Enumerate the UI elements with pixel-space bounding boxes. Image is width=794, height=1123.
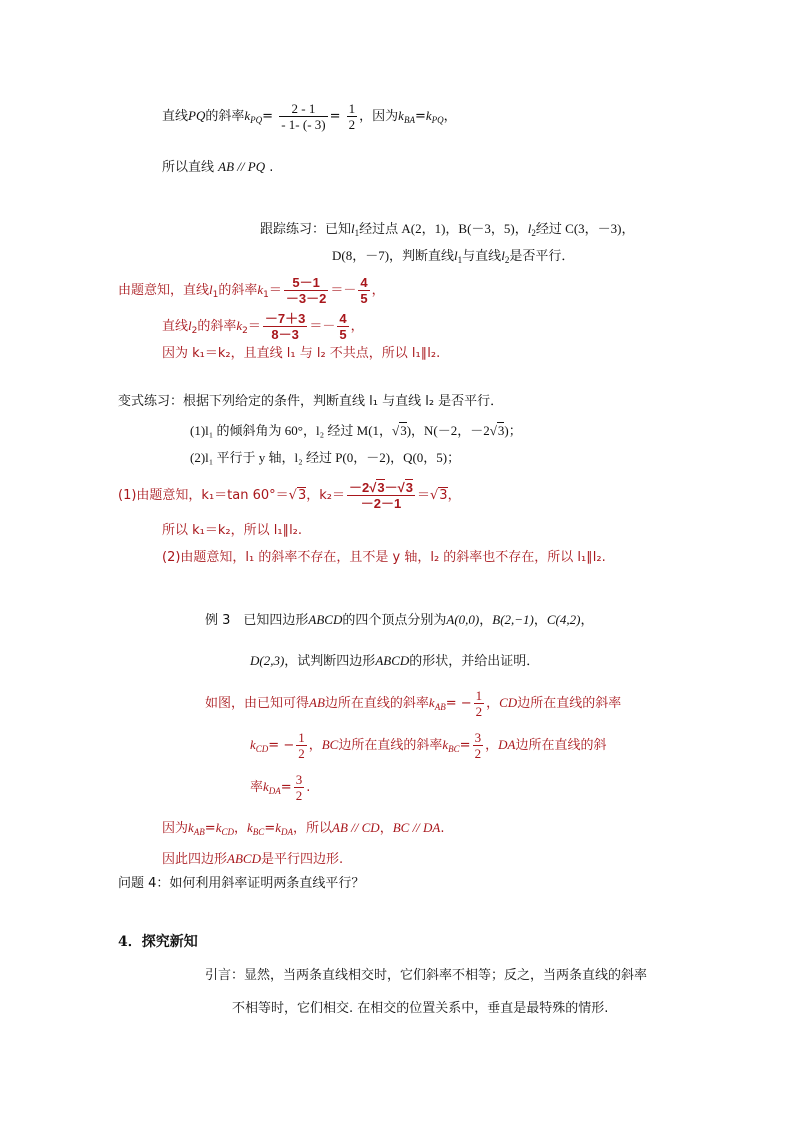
text: 边所在直线的斜 — [515, 738, 607, 753]
text: . — [269, 160, 274, 175]
tracking-exercise-line-2 — [332, 247, 574, 269]
intro-line-1: 引言：显然，当两条直线相交时，它们斜率不相等；反之，当两条直线的斜率 — [205, 968, 648, 983]
math-point: B(2,−1) — [492, 612, 534, 627]
text: = — [459, 738, 471, 753]
example-3-line-2 — [250, 652, 539, 671]
section-4-heading: 4．探究新知 — [118, 934, 198, 950]
example-3-line-1 — [205, 611, 594, 630]
text: 由题意知，直线 — [118, 283, 210, 298]
text: ， — [486, 696, 500, 711]
math-abcd: ABCD — [227, 851, 261, 866]
math-sub: PQ — [431, 115, 444, 125]
math-sub: 2 — [531, 228, 536, 238]
fraction — [296, 730, 307, 761]
denominator: 8－3 — [271, 327, 299, 342]
text: ，试判断四边形 — [284, 654, 376, 669]
numerator: 1 — [348, 101, 356, 116]
text: 经过 C(3，－3)， — [535, 221, 635, 236]
example-3-solution-1 — [205, 684, 621, 722]
math-sub: AB — [193, 827, 205, 837]
denominator: - 1- (- 3) — [281, 117, 326, 132]
text: = — [264, 821, 276, 836]
text: －2 — [348, 480, 370, 495]
text: ＝ — [416, 488, 430, 503]
variant-solution-2: 所以 k₁＝k₂，所以 l₁∥l₂. — [162, 523, 303, 538]
text: 与直线 — [462, 248, 502, 263]
math-l: l — [351, 221, 355, 236]
text: 是否平行． — [509, 248, 575, 263]
example-3-solution-2 — [250, 726, 606, 764]
text: = — [414, 109, 426, 124]
math-abcd: ABCD — [375, 653, 410, 668]
math-sub: DA — [281, 827, 293, 837]
sqrt-radicand: 3 — [497, 423, 505, 438]
denominator: 2 — [298, 746, 305, 761]
text: 率 — [250, 780, 264, 795]
solution-line-3: 因为 k₁＝k₂，且直线 l₁ 与 l₂ 不共点，所以 l₁∥l₂. — [162, 346, 441, 361]
numerator: 2 - 1 — [279, 101, 327, 117]
text: = — [204, 821, 216, 836]
numerator: －2√3－√3 — [348, 480, 413, 495]
denominator: －2－1 — [360, 496, 402, 511]
text: )，N(－2，－2 — [406, 423, 490, 438]
math-seg: CD — [499, 695, 518, 710]
math-point: C(4,2) — [546, 612, 581, 627]
numerator: 5－1 — [284, 275, 328, 291]
text: 的斜率 — [218, 283, 258, 298]
math-point: A(0,0) — [446, 612, 480, 627]
math-l: l — [454, 248, 458, 263]
math-sub: 2 — [504, 255, 510, 265]
text: = — [280, 780, 292, 795]
math-k: k — [263, 779, 269, 794]
math-k: k — [236, 318, 243, 333]
math-k: k — [188, 820, 194, 835]
text: 经过点 A(2，1)，B(－3，5)， — [359, 221, 528, 236]
text: = — [329, 109, 341, 124]
math-k: k — [247, 820, 253, 835]
math-l: l — [188, 318, 192, 333]
numerator: 1 — [298, 730, 305, 745]
sqrt-radicand: 3 — [405, 480, 413, 495]
example-3-solution-5 — [162, 850, 343, 869]
text: 的形状，并给出证明． — [409, 654, 540, 669]
example-3-solution-4 — [162, 819, 445, 841]
text: ， — [379, 821, 393, 836]
denominator: 2 — [474, 746, 482, 761]
fraction — [347, 480, 415, 511]
math-sub: 1 — [212, 290, 219, 300]
math-k: k — [244, 108, 251, 123]
text: ， — [485, 738, 499, 753]
example-3-solution-3 — [250, 768, 310, 806]
text: ，所以 — [293, 821, 333, 836]
text: = — [262, 109, 274, 124]
text: 直线 — [162, 109, 189, 124]
so-parallel-line — [162, 158, 273, 177]
math-k: k — [425, 108, 432, 123]
denominator: －3－2 — [285, 291, 327, 306]
text: 边所在直线的斜率 — [517, 696, 622, 711]
math-seg: DA — [498, 737, 516, 752]
math-sub: BA — [403, 115, 415, 125]
math-sub: 1 — [263, 290, 269, 300]
text: ＝－ — [330, 283, 357, 298]
denominator: 2 — [348, 117, 356, 132]
variant-item-1: (1)l₁ 的倾斜角为 60°，l₂ 经过 M(1，√3)，N(－2，－2√3)； — [190, 423, 522, 438]
numerator: 4 — [339, 311, 347, 326]
text: ， — [371, 283, 385, 298]
math-point: D(2,3) — [250, 653, 285, 668]
text: = − — [445, 696, 472, 711]
variant-solution-1: (1)由题意知，k₁＝tan 60°＝√3，k₂＝ $\frac{-2√3-√3}{-2-1}$ ＝√3， — [118, 480, 461, 511]
fraction — [358, 275, 369, 306]
numerator: 3 — [474, 730, 482, 745]
text: ， — [479, 613, 493, 628]
math-sub: BC — [252, 827, 265, 837]
denominator: 2 — [295, 788, 303, 803]
denominator: 5 — [339, 327, 347, 342]
fraction — [474, 688, 485, 719]
math-seg: BC — [321, 737, 339, 752]
sqrt-radicand: 3 — [439, 488, 448, 503]
math-sub: 2 — [191, 326, 198, 336]
math-k: k — [398, 108, 404, 123]
text: 因此四边形 — [162, 852, 228, 867]
sqrt-radicand: 3 — [400, 423, 407, 438]
math-parallel: AB // PQ — [218, 159, 266, 174]
numerator: －7＋3 — [264, 311, 306, 326]
text: ， — [447, 488, 461, 503]
variant-item-2: (2)l₁ 平行于 y 轴，l₂ 经过 P(0，－2)，Q(0，5)； — [190, 450, 461, 465]
text: ＝－ — [309, 319, 336, 334]
text: ， — [580, 613, 594, 628]
math-seg: AB — [309, 695, 325, 710]
text: 边所在直线的斜率 — [338, 738, 443, 753]
numerator: 4 — [360, 275, 368, 290]
solution-line-2 — [162, 308, 364, 344]
text: )； — [504, 423, 522, 438]
text: 直线 — [162, 319, 189, 334]
math-sub: BC — [448, 744, 460, 754]
fraction — [347, 101, 358, 132]
text: 的斜率 — [205, 109, 245, 124]
math-l: l — [501, 248, 505, 263]
math-sub: AB — [434, 702, 446, 712]
math-k: k — [275, 820, 281, 835]
sqrt-radicand: 3 — [297, 488, 307, 503]
text: ＝ — [247, 319, 261, 334]
text: ， — [308, 738, 322, 753]
math-sub: 2 — [242, 326, 248, 336]
math-k: k — [215, 820, 222, 835]
text: 边所在直线的斜率 — [324, 696, 429, 711]
text: 所以直线 — [162, 160, 215, 175]
variant-solution-3: (2)由题意知，l₁ 的斜率不存在，且不是 y 轴，l₂ 的斜率也不存在，所以 l₁∥l₂. — [162, 550, 606, 565]
text: 因为 — [162, 821, 189, 836]
text: . — [306, 780, 311, 795]
question-4: 问题 4：如何利用斜率证明两条直线平行？ — [118, 876, 365, 891]
intro-line-2: 不相等时，它们相交. 在相交的位置关系中，垂直是最特殊的情形. — [232, 1001, 609, 1016]
text: 如图，由已知可得 — [205, 696, 310, 711]
fraction — [279, 101, 327, 132]
text: 例 3 已知四边形 — [205, 613, 309, 628]
text: (1)l₁ 的倾斜角为 60°，l₂ 经过 M(1， — [190, 423, 393, 438]
text: ＝ — [268, 283, 282, 298]
fraction — [284, 275, 328, 306]
tracking-exercise-line-1 — [260, 220, 635, 242]
text: 跟踪练习：已知 — [260, 221, 352, 236]
numerator: 1 — [475, 688, 483, 703]
math-k: k — [428, 695, 435, 710]
text: ， — [234, 821, 248, 836]
math-parallel: BC // DA — [392, 820, 441, 835]
denominator: 5 — [360, 291, 368, 306]
sqrt-radicand: 3 — [377, 480, 385, 495]
fraction — [337, 311, 348, 342]
math-sub: 1 — [354, 228, 360, 238]
math-l: l — [209, 282, 213, 297]
math-l: l — [527, 221, 532, 236]
fraction — [294, 772, 305, 803]
math-sub: DA — [268, 786, 281, 796]
math-parallel: AB // CD — [332, 820, 380, 835]
denominator: 2 — [475, 704, 483, 719]
math-abcd: ABCD — [308, 612, 343, 627]
fraction — [473, 730, 484, 761]
math-sub: PQ — [250, 115, 263, 125]
text: ， — [443, 109, 457, 124]
text: (1)由题意知，k₁＝tan 60°＝ — [118, 488, 289, 503]
math-k: k — [250, 737, 256, 752]
math-k: k — [442, 737, 449, 752]
text: 的斜率 — [197, 319, 237, 334]
text: ， — [533, 613, 547, 628]
text: ，k₂＝ — [306, 488, 345, 503]
fraction — [263, 311, 307, 342]
variant-exercise-title: 变式练习：根据下列给定的条件，判断直线 l₁ 与直线 l₂ 是否平行． — [118, 394, 504, 409]
math-sub: CD — [255, 744, 269, 754]
text: 的四个顶点分别为 — [342, 613, 447, 628]
text: ，因为 — [359, 109, 399, 124]
numerator: 3 — [295, 772, 303, 787]
solution-line-1 — [118, 272, 385, 308]
text: ， — [350, 319, 364, 334]
text: D(8，－7)，判断直线 — [332, 248, 455, 263]
math-sub: 1 — [457, 255, 463, 265]
text: 是平行四边形. — [260, 852, 344, 867]
math-k: k — [257, 282, 264, 297]
math-pq: PQ — [188, 108, 206, 123]
pq-slope-line — [162, 96, 457, 136]
text: . — [440, 821, 445, 836]
text: = − — [268, 738, 295, 753]
math-sub: CD — [221, 827, 234, 837]
text: － — [384, 480, 398, 495]
